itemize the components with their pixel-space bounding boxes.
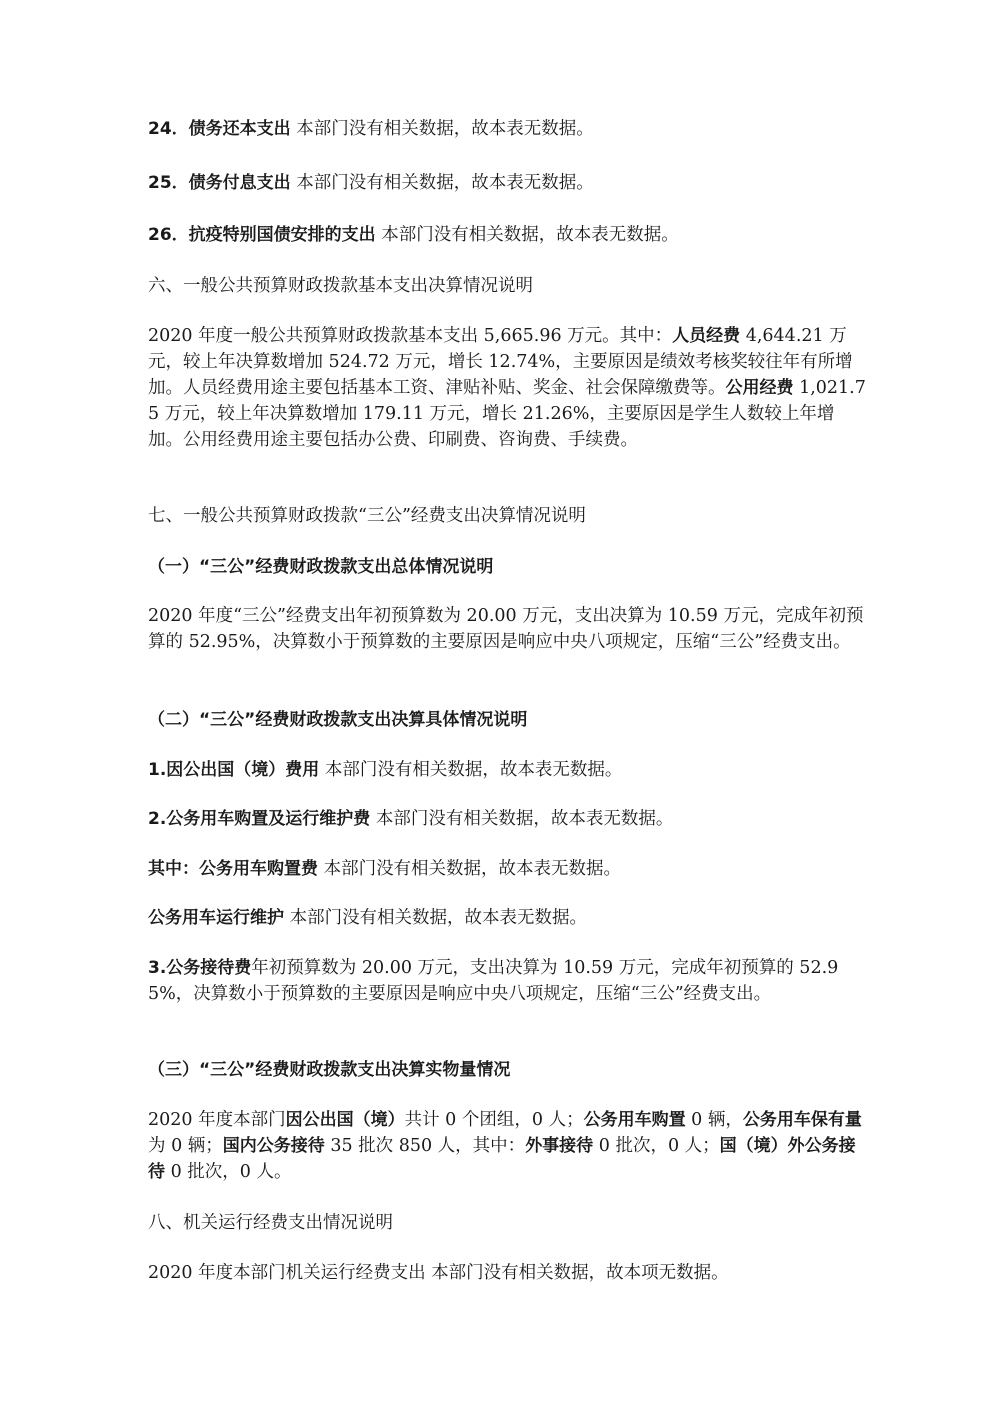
item-vehicle-purchase — [148, 856, 868, 882]
subsection-3-heading: （三）“三公”经费财政拨款支出决算实物量情况 — [148, 1060, 511, 1080]
item-vehicle-maintenance-title: 公务用车运行维护 — [148, 908, 284, 928]
item-24-text: 本部门没有相关数据，故本表无数据。 — [290, 119, 594, 139]
section-6-heading: 六、一般公共预算财政拨款基本支出决算情况说明 — [148, 276, 533, 296]
basic-text-d: 1,021.75 万元，较上年决算数增加 179.11 万元，增长 21.26%，主要原因是学生人数较上年增加。公用经费用途主要包括办公费、印刷费、咨询费、手续费。 — [148, 378, 866, 450]
item-reception — [148, 955, 868, 1007]
section-7-heading: 七、一般公共预算财政拨款“三公”经费支出决算情况说明 — [148, 506, 586, 526]
overall-paragraph: 2020 年度“三公”经费支出年初预算数为 20.00 万元，支出决算为 10.59 万元，完成年初预算的 52.95%，决算数小于预算数的主要原因是响应中央八项规定，压缩“三公”经费支出。 — [148, 606, 864, 652]
item-vehicle-title: 2.公务用车购置及运行维护费 — [148, 809, 371, 829]
physical-text-f: 35 批次 850 人，其中： — [324, 1136, 526, 1156]
section-8-heading: 八、机关运行经费支出情况说明 — [148, 1213, 393, 1233]
physical-label-foreign-reception: 国（境）外公务接待 — [148, 1136, 856, 1182]
item-24-number: 24． — [148, 119, 189, 139]
physical-label-foreign-affairs: 外事接待 — [525, 1136, 594, 1156]
item-26-number: 26． — [148, 225, 189, 245]
subsection-1-heading: （一）“三公”经费财政拨款支出总体情况说明 — [148, 557, 494, 577]
physical-text-h: 0 批次，0 人。 — [165, 1162, 292, 1182]
physical-text-d: 0 辆， — [685, 1110, 743, 1130]
item-25-number: 25． — [148, 173, 189, 193]
physical-quantity-paragraph — [148, 1107, 868, 1185]
physical-label-abroad: 因公出国（境） — [285, 1110, 405, 1130]
item-travel-abroad-title: 1.因公出国（境）费用 — [148, 760, 320, 780]
item-25 — [148, 170, 868, 196]
subsection-2-heading: （二）“三公”经费财政拨款支出决算具体情况说明 — [148, 710, 528, 730]
item-25-title: 债务付息支出 — [188, 173, 291, 193]
basic-text-c: 4,644.21 万元，较上年决算数增加 524.72 万元，增长 12.74%，主要原因是绩效考核奖较往年有所增加。人员经费用途主要包括基本工资、津贴补贴、奖金、社会保障缴费等。 — [148, 326, 853, 398]
basic-expenditure-paragraph — [148, 323, 868, 453]
physical-label-domestic-reception: 国内公务接待 — [222, 1136, 325, 1156]
item-travel-abroad-text: 本部门没有相关数据，故本表无数据。 — [319, 760, 623, 780]
item-vehicle-text: 本部门没有相关数据，故本表无数据。 — [370, 809, 674, 829]
org-operating-paragraph: 2020 年度本部门机关运行经费支出 本部门没有相关数据，故本项无数据。 — [148, 1263, 729, 1283]
basic-text-a: 2020 年度一般公共预算财政拨款基本支出 5,665.96 万元。其中： — [148, 326, 673, 346]
item-26-title: 抗疫特别国债安排的支出 — [188, 225, 376, 245]
item-vehicle-maintenance — [148, 905, 868, 931]
item-vehicle-purchase-text: 本部门没有相关数据，故本表无数据。 — [318, 859, 622, 879]
item-reception-text: 年初预算数为 20.00 万元，支出决算为 10.59 万元，完成年初预算的 52.95%，决算数小于预算数的主要原因是响应中央八项规定，压缩“三公”经费支出。 — [148, 958, 839, 1004]
item-reception-title: 3.公务接待费 — [148, 958, 252, 978]
physical-text-c: 共计 0 个团组，0 人； — [404, 1110, 584, 1130]
item-25-text: 本部门没有相关数据，故本表无数据。 — [290, 173, 594, 193]
physical-text-e: 为 0 辆； — [148, 1136, 223, 1156]
item-travel-abroad — [148, 757, 868, 783]
item-24 — [148, 116, 868, 142]
personnel-cost-label: 人员经费 — [672, 326, 741, 346]
physical-text-a: 2020 年度本部门 — [148, 1110, 286, 1130]
item-vehicle-purchase-title: 其中：公务用车购置费 — [148, 859, 318, 879]
physical-label-vehicle-purchase: 公务用车购置 — [583, 1110, 686, 1130]
item-26 — [148, 222, 868, 248]
item-vehicle-maintenance-text: 本部门没有相关数据，故本表无数据。 — [284, 908, 588, 928]
item-vehicle — [148, 806, 868, 832]
public-cost-label: 公用经费 — [725, 378, 794, 398]
item-24-title: 债务还本支出 — [188, 119, 291, 139]
physical-text-g: 0 批次，0 人； — [593, 1136, 720, 1156]
physical-label-vehicle-count: 公务用车保有量 — [742, 1110, 862, 1130]
item-26-text: 本部门没有相关数据，故本表无数据。 — [375, 225, 679, 245]
